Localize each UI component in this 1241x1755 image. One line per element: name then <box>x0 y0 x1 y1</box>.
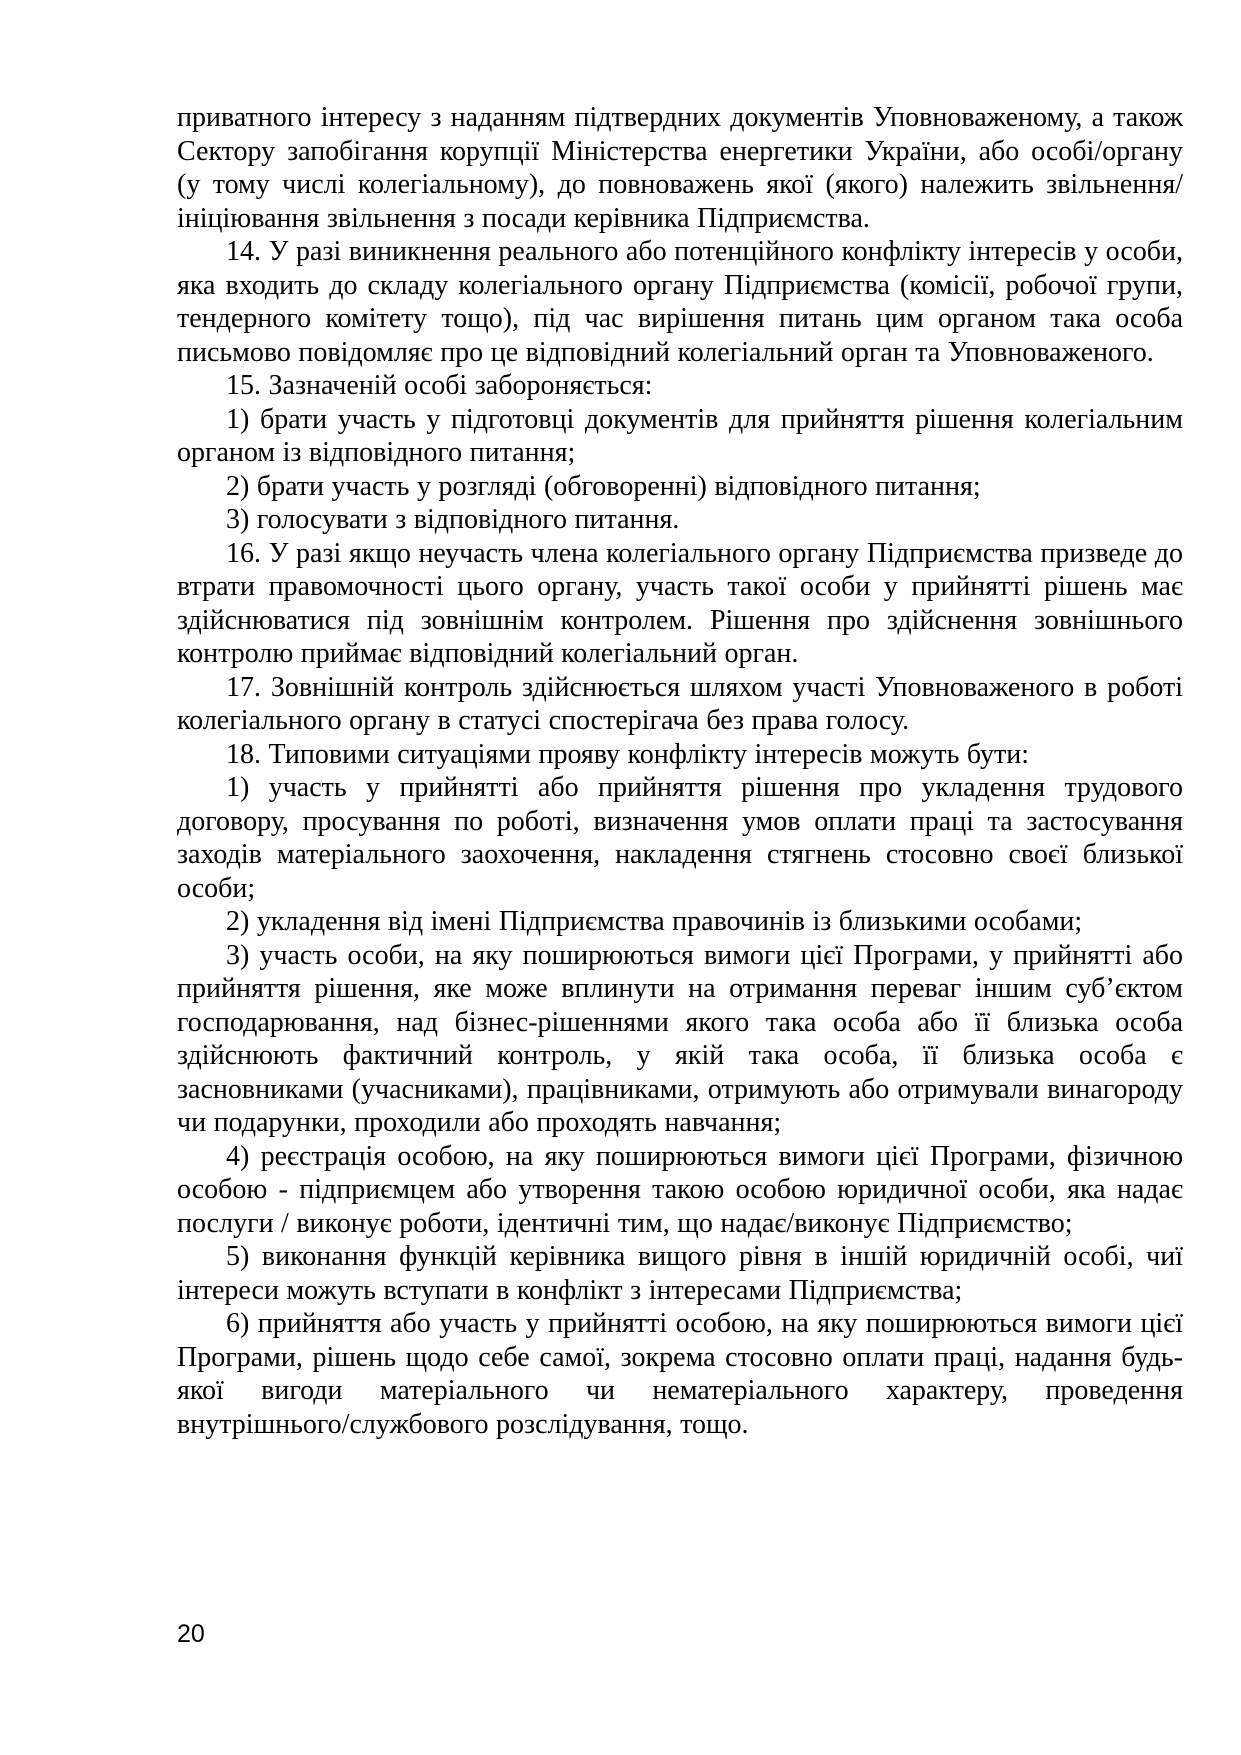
paragraph-continuation: приватного інтересу з наданням підтвердних документів Уповноваженому, а також Сектору запобігання корупції Міністерства енергетики України, або особі/органу (у тому числі колегіальному), до повноважень якої (якого) належить звільнення/ініціювання звільнення з посади керівника Підприємства. <box>177 102 1183 234</box>
paragraph-item-15-sub-2: 2) брати участь у розгляді (обговоренні) відповідного питання; <box>226 470 981 502</box>
paragraph-item-18-sub-6: 6) прийняття або участь у прийнятті особою, на яку поширюються вимоги цієї Програми, рішень щодо себе самої, зокрема стосовно оплати праці, надання будь-якої вигоди матеріального чи нематеріального характеру, проведення внутрішнього/службового розслідування, тощо. <box>177 1308 1183 1440</box>
paragraph-item-17: 17. Зовнішній контроль здійснюється шляхом участі Уповноваженого в роботі колегіального органу в статусі спостерігача без права голосу. <box>177 671 1183 736</box>
paragraph-item-15-sub-3: 3) голосувати з відповідного питання. <box>226 504 680 535</box>
paragraph-item-18-sub-3: 3) участь особи, на яку поширюються вимоги цієї Програми, у прийнятті або прийняття рішення, яке може вплинути на отримання переваг іншим суб’єктом господарювання, над бізнес-рішеннями якого така особа або її близька особа здійснюють фактичний контроль, у якій така особа, її близька особа є засновниками (учасниками), працівниками, отримують або отримували винагороду чи подарунки, проходили або проходять навчання; <box>177 939 1183 1138</box>
paragraph-item-14: 14. У разі виникнення реального або потенційного конфлікту інтересів у особи, яка входить до складу колегіального органу Підприємства (комісії, робочої групи, тендерного комітету тощо), під час вирішення питань цим органом така особа письмово повідомляє про це відповідний колегіальний орган та Уповноваженого. <box>177 236 1183 368</box>
paragraph-item-18-sub-1: 1) участь у прийнятті або прийняття рішення про укладення трудового договору, просування по роботі, визначення умов оплати праці та застосування заходів матеріального заохочення, накладення стягнень стосовно своєї близької особи; <box>177 772 1183 904</box>
paragraph-item-18-sub-2: 2) укладення від імені Підприємства правочинів із близькими особами; <box>226 906 1083 937</box>
paragraph-item-18-sub-4: 4) реєстрація особою, на яку поширюються вимоги цієї Програми, фізичною особою - підприємцем або утворення такою особою юридичної особи, яка надає послуги / виконує роботи, ідентичні тим, що надає/виконує Підприємство; <box>177 1140 1183 1239</box>
paragraph-item-15-sub-1: 1) брати участь у підготовці документів для прийняття рішення колегіальним органом із відповідного питання; <box>177 403 1183 468</box>
paragraph-item-15: 15. Зазначеній особі забороняється: <box>226 370 653 401</box>
paragraph-item-16: 16. У разі якщо неучасть члена колегіального органу Підприємства призведе до втрати правомочності цього органу, участь такої особи у прийнятті рішень має здійснюватися під зовнішнім контролем. Рішення про здійснення зовнішнього контролю приймає відповідний колегіальний орган. <box>177 537 1183 669</box>
paragraph-item-18: 18. Типовими ситуаціями прояву конфлікту інтересів можуть бути: <box>226 738 1030 770</box>
document-body-text <box>177 101 1183 1441</box>
page-number: 20 <box>177 1620 205 1648</box>
paragraph-item-18-sub-5: 5) виконання функцій керівника вищого рівня в іншій юридичній особі, чиї інтереси можуть вступати в конфлікт з інтересами Підприємства; <box>177 1241 1183 1306</box>
